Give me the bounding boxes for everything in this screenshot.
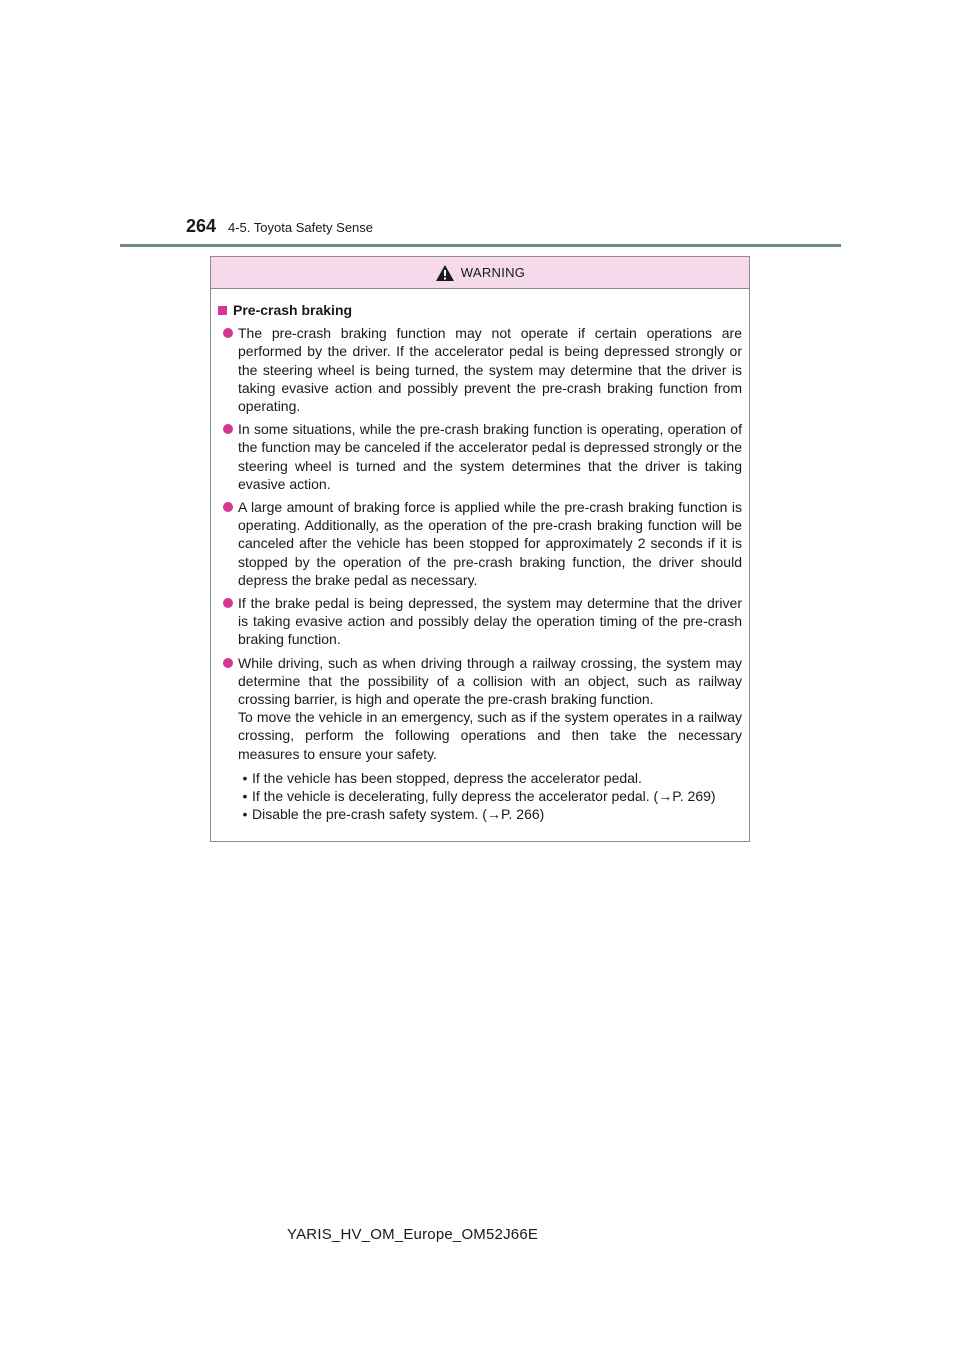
bullet-text-continued: To move the vehicle in an emergency, such as if the system operates in a railway crossing, perform the following operations and then take the necessary measures to ensure your safety. [238,709,742,762]
page-header [186,216,373,237]
circle-bullet-icon [223,502,233,512]
circle-bullet-icon [223,658,233,668]
sub-item-text: Disable the pre-crash safety system. (→P. 266) [252,806,545,823]
sub-item-text: If the vehicle is decelerating, fully depress the accelerator pedal. (→P. 269) [252,788,716,805]
square-bullet-icon [218,306,227,315]
circle-bullet-icon [223,598,233,608]
bullet-item [218,498,742,589]
bullet-item [218,594,742,649]
bullet-text: If the brake pedal is being depressed, the system may determine that the driver is taking evasive action and possibly delay the operation timing of the pre-crash braking function. [238,595,742,648]
bullet-text: In some situations, while the pre-crash braking function is operating, operation of the function may be canceled if the accelerator pedal is depressed strongly or the steering wheel is turned and the system determines that the driver is taking evasive action. [238,421,742,492]
bullet-item [218,420,742,493]
circle-bullet-icon [223,328,233,338]
sub-item: • If the vehicle has been stopped, depress the accelerator pedal. [242,769,642,786]
sub-item: • Disable the pre-crash safety system. (→P. 266) [242,806,545,823]
bullet-item [218,324,742,415]
document-id: YARIS_HV_OM_Europe_OM52J66E [287,1226,539,1243]
warning-content [211,289,749,823]
section-heading-text: Pre-crash braking [233,302,353,318]
header-rule [120,244,841,247]
warning-box [210,256,750,842]
section-title: 4-5. Toyota Safety Sense [228,220,374,235]
sub-list [238,769,742,824]
bullet-body [238,654,742,824]
page-number: 264 [186,216,217,236]
warning-triangle-icon [435,264,455,282]
sub-item: • If the vehicle is decelerating, fully depress the accelerator pedal. (→P. 269) [242,788,716,805]
sub-item-text: If the vehicle has been stopped, depress the accelerator pedal. [252,769,642,786]
bullet-text: The pre-crash braking function may not operate if certain operations are performed by the driver. If the accelerator pedal is being depressed strongly or the steering wheel is being turned, the system may determine that the driver is taking evasive action and possibly prevent the pre-crash braking function from operating. [238,325,742,415]
bullet-item [218,654,742,824]
bullet-text: A large amount of braking force is applied while the pre-crash braking function is operating. Additionally, as the operation of the pre-crash braking function will be canceled after the vehicle has been stopped for approximately 2 seconds if it is stopped by the operation of the pre-crash braking function, the driver should depress the brake pedal as necessary. [238,499,742,588]
warning-header [211,257,749,289]
circle-bullet-icon [223,424,233,434]
section-heading [218,301,742,319]
bullet-text: While driving, such as when driving through a railway crossing, the system may determine that the possibility of a collision with an object, such as railway crossing barrier, is high and operate the pre-crash braking function. [238,654,742,708]
warning-title: WARNING [460,265,526,280]
